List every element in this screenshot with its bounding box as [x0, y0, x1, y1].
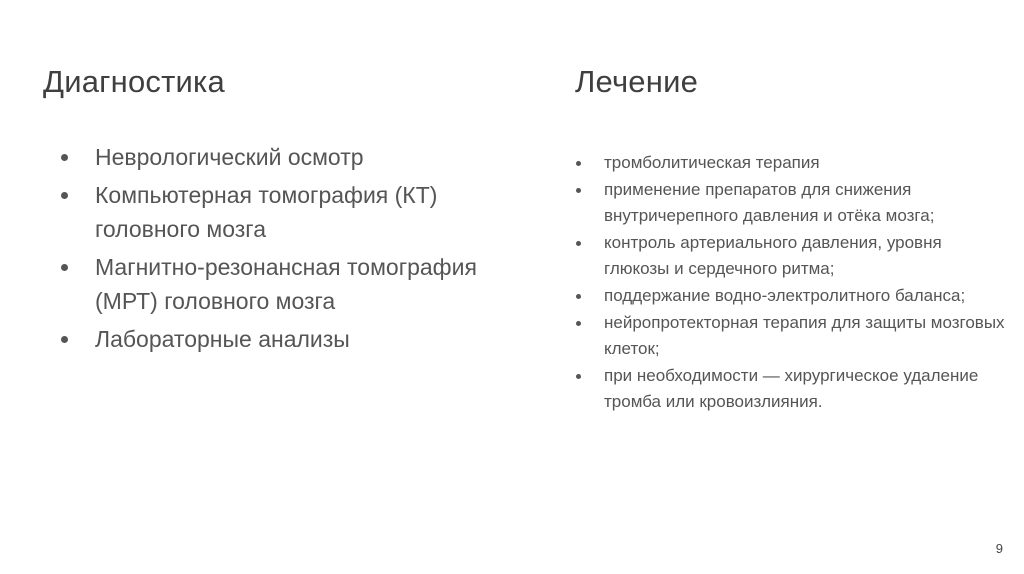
diagnostics-column	[43, 60, 503, 359]
diagnostics-item-ct	[43, 178, 503, 247]
list-item-text: контроль артериального давления, уровня глюкозы и сердечного ритма;	[604, 233, 942, 278]
list-item-text: применение препаратов для снижения внутричерепного давления и отёка мозга;	[604, 180, 935, 225]
treatment-item-neuroprotection	[575, 310, 1005, 362]
treatment-item-drugs	[575, 177, 1005, 229]
bullet-icon	[576, 241, 581, 246]
treatment-item-thrombolysis	[575, 150, 1005, 176]
bullet-icon	[61, 336, 68, 343]
treatment-item-surgery	[575, 363, 1005, 415]
bullet-icon	[61, 154, 68, 161]
list-item-text: нейропротекторная терапия для защиты мозговых клеток;	[604, 313, 1005, 358]
list-item-text: Лабораторные анализы	[95, 325, 350, 352]
bullet-icon	[576, 321, 581, 326]
treatment-list	[575, 150, 1005, 415]
diagnostics-item-lab	[43, 322, 503, 357]
bullet-icon	[576, 374, 581, 379]
list-item-text: Магнитно-резонансная томография (МРТ) головного мозга	[95, 253, 477, 314]
bullet-icon	[576, 294, 581, 299]
list-item-text: поддержание водно-электролитного баланса;	[604, 286, 966, 305]
treatment-heading: Лечение	[575, 64, 699, 99]
page-number: 9	[995, 541, 1003, 556]
list-item-text: Неврологический осмотр	[95, 144, 364, 170]
diagnostics-item-exam	[43, 140, 503, 175]
bullet-icon	[61, 192, 68, 199]
bullet-icon	[61, 264, 68, 271]
list-item-text: тромболитическая терапия	[604, 153, 820, 172]
treatment-column	[575, 60, 1005, 416]
bullet-icon	[576, 161, 581, 166]
treatment-item-balance	[575, 283, 1005, 309]
list-item-text: при необходимости — хирургическое удаление тромба или кровоизлияния.	[604, 366, 979, 411]
bullet-icon	[576, 188, 581, 193]
diagnostics-list	[43, 140, 503, 356]
diagnostics-heading: Диагностика	[43, 64, 225, 99]
treatment-item-monitoring	[575, 230, 1005, 282]
diagnostics-item-mri	[43, 250, 503, 319]
list-item-text: Компьютерная томография (КТ) головного мозга	[95, 181, 438, 242]
